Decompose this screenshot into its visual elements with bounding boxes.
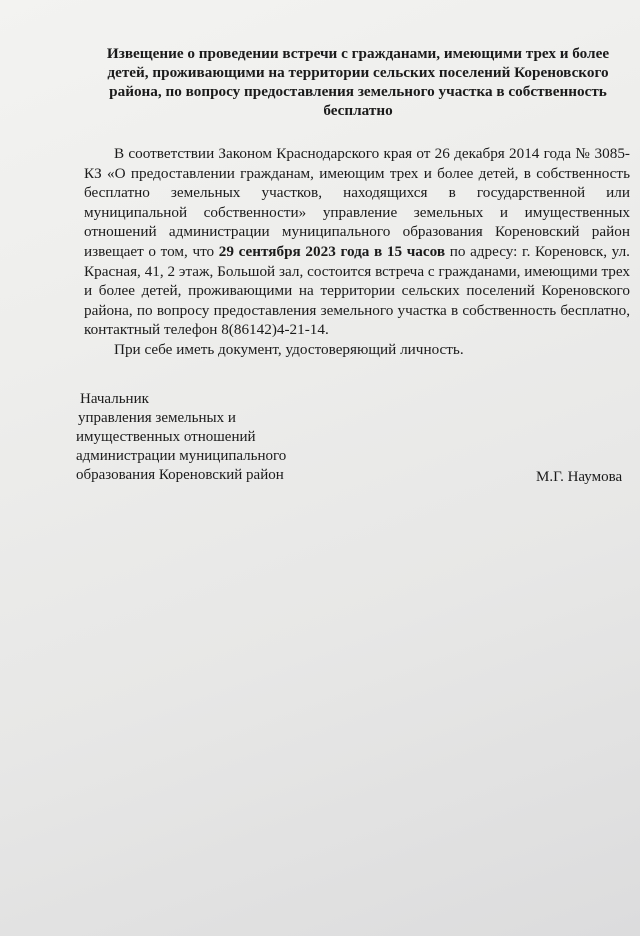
paragraph-text-part1: В соответствии Законом Краснодарского края от 26 декабря 2014 года № 3085-КЗ «О предоставлении гражданам, имеющим трех и более детей, в собственность бесплатно земельных участков, находящихся в государственной или муниципальной собственности» управление земельных и имущественных отношений администрации муниципального образования Кореновский район извещает о том, что [84, 145, 630, 260]
position-line: управления земельных и [78, 410, 236, 426]
position-line: Начальник [80, 391, 149, 407]
document-body [84, 144, 630, 360]
document-title: Извещение о проведении встречи с гражданами, имеющими трех и более детей, проживающими на территории сельских поселений Кореновского района, по вопросу предоставления земельного участка в собственность бесплатно [106, 45, 610, 119]
main-paragraph [84, 144, 630, 340]
signatory-position [76, 390, 316, 485]
signatory-name: М.Г. Наумова [536, 469, 623, 485]
document-note: При себе иметь документ, удостоверяющий личность. [114, 340, 464, 358]
meeting-date-time: 29 сентября 2023 года в 15 часов [218, 242, 446, 260]
position-line: администрации муниципального [76, 448, 287, 464]
position-line: имущественных отношений [76, 429, 256, 445]
position-line: образования Кореновский район [76, 467, 284, 483]
paragraph-text-part2: по адресу: г. Кореновск, ул. Красная, 41, 2 этаж, Большой зал, состоится встреча с гражданами, имеющими трех и более детей, проживающими на территории сельских поселений Кореновского района, по вопросу предоставления земельного участка в собственность бесплатно, контактный телефон 8(86142)4-21-14. [84, 242, 630, 339]
